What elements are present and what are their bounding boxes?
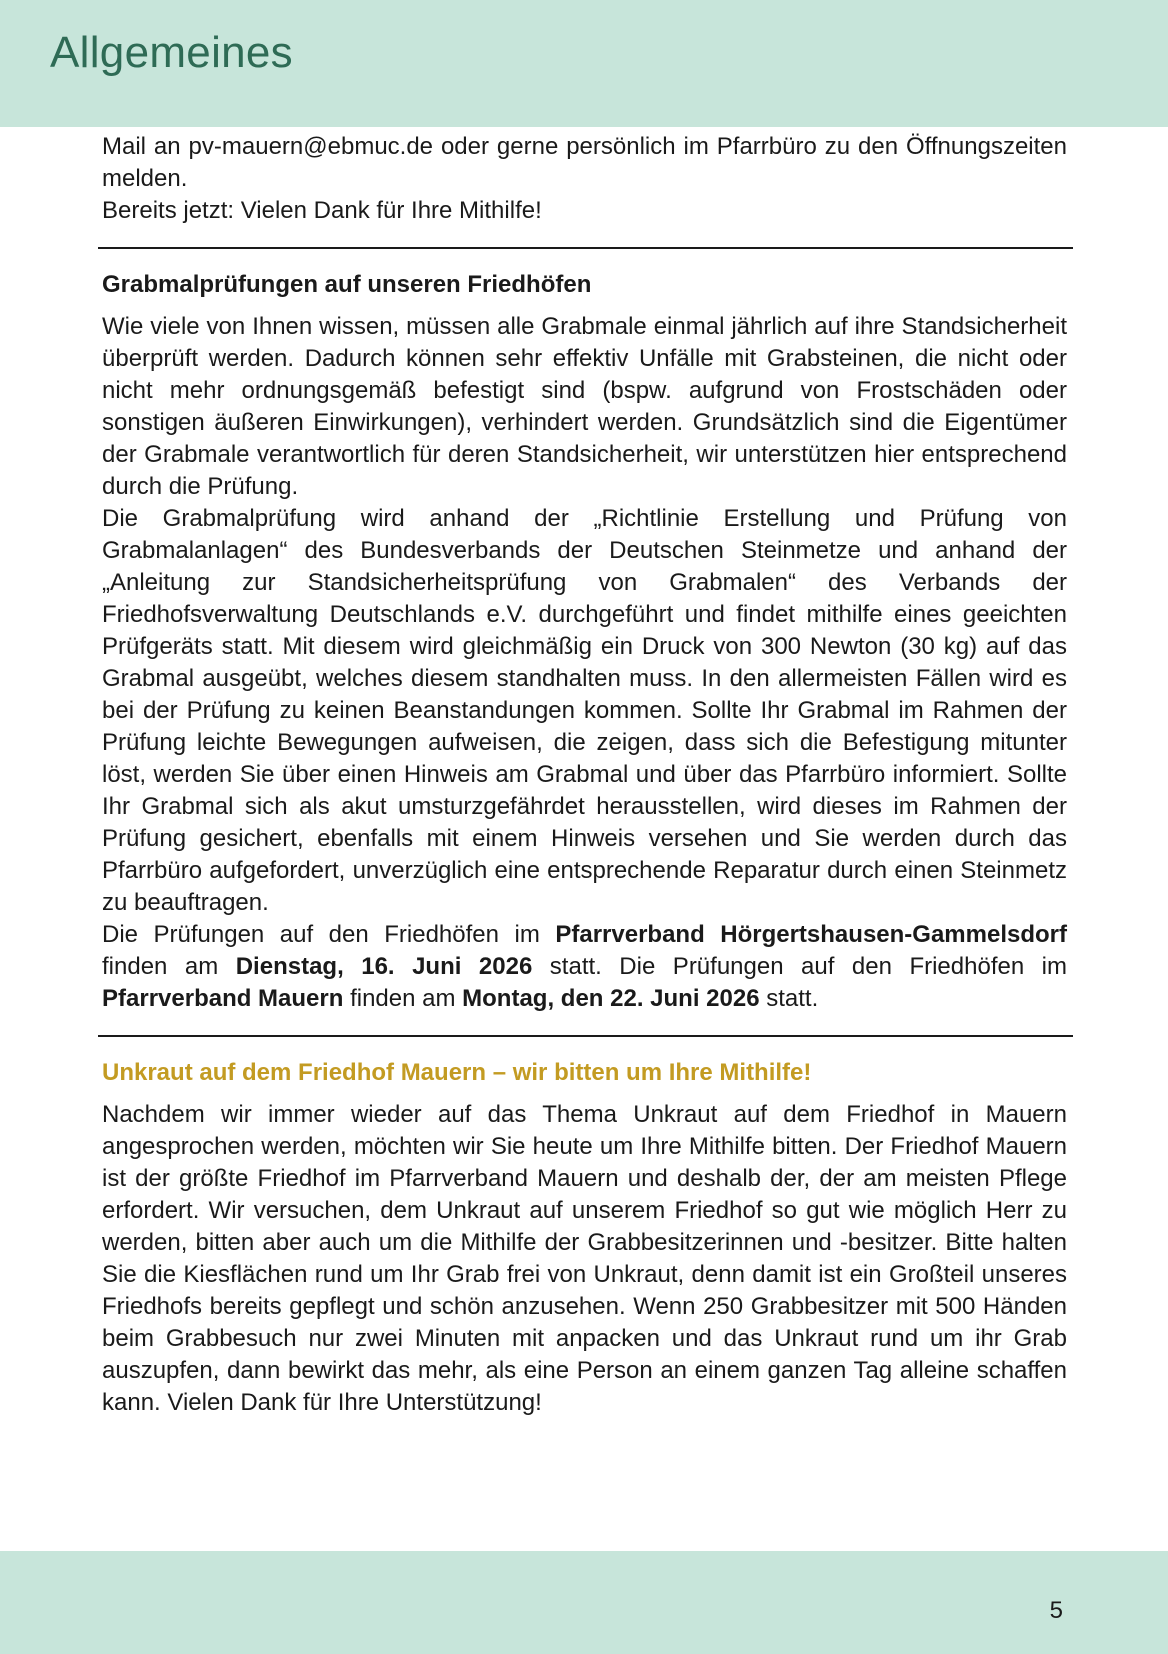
section-divider <box>98 1035 1073 1037</box>
intro-paragraph: Mail an pv-mauern@ebmuc.de oder gerne persönlich im Pfarrbüro zu den Öffnungszeiten melden. <box>102 133 1067 192</box>
grabmal-date-1: Dienstag, 16. Juni 2026 <box>235 953 533 980</box>
header-band <box>0 0 1168 127</box>
grabmal-paragraph-3 <box>102 919 1067 1015</box>
intro-thanks: Bereits jetzt: Vielen Dank für Ihre Mithilfe! <box>102 197 542 224</box>
footer-band <box>0 1551 1168 1654</box>
grabmal-bold-text: Pfarrverband Mauern <box>102 985 344 1012</box>
grabmal-heading: Grabmalprüfungen auf unseren Friedhöfen <box>102 271 592 298</box>
grabmal-paragraph-1: Wie viele von Ihnen wissen, müssen alle Grabmale einmal jährlich auf ihre Standsicherheit überprüft werden. Dadurch können sehr effektiv Unfälle mit Grabsteinen, die nicht oder nicht mehr ordnungsgemäß befestigt sind (bspw. aufgrund von Frostschäden oder sonstigen äußeren Einwirkungen), verhindert werden. Grundsätzlich sind die Eigentümer der Grabmale verantwortlich für deren Standsicherheit, wir unterstützen hier entsprechend durch die Prüfung. <box>102 313 1067 500</box>
section-divider <box>98 247 1073 249</box>
unkraut-paragraph: Nachdem wir immer wieder auf das Thema Unkraut auf dem Friedhof in Mauern angesprochen werden, möchten wir Sie heute um Ihre Mithilfe bitten. Der Friedhof Mauern ist der größte Friedhof im Pfarrverband Mauern und deshalb der, der am meisten Pflege erfordert. Wir versuchen, dem Unkraut auf unserem Friedhof so gut wie möglich Herr zu werden, bitten aber auch um die Mithilfe der Grabbesitzerinnen und -besitzer. Bitte halten Sie die Kiesflächen rund um Ihr Grab frei von Unkraut, denn damit ist ein Großteil unseres Friedhofs bereits gepflegt und schön anzusehen. Wenn 250 Grabbesitzer mit 500 Händen beim Grabbesuch nur zwei Minuten mit anpacken und das Unkraut rund um ihr Grab auszupfen, dann bewirkt das mehr, als eine Person an einem ganzen Tag alleine schaffen kann. Vielen Dank für Ihre Unterstützung! <box>102 1101 1067 1416</box>
grabmal-bold-text: Pfarrverband Hörgertshausen-Gammelsdorf <box>555 921 1067 948</box>
grabmal-text: statt. <box>759 985 819 1012</box>
grabmal-date-2: Montag, den 22. Juni 2026 <box>462 985 760 1012</box>
grabmal-text: finden am <box>343 985 463 1012</box>
page-number: 5 <box>1049 1597 1063 1624</box>
grabmal-text: statt. Die Prüfungen auf den Friedhöfen im <box>532 953 1067 980</box>
unkraut-heading: Unkraut auf dem Friedhof Mauern – wir bitten um Ihre Mithilfe! <box>102 1059 812 1086</box>
page-content <box>102 131 1067 1419</box>
section-title: Allgemeines <box>50 28 293 77</box>
grabmal-text: Die Prüfungen auf den Friedhöfen im <box>102 921 556 948</box>
grabmal-paragraph-2: Die Grabmalprüfung wird anhand der „Richtlinie Erstellung und Prüfung von Grabmalanlagen“ des Bundesverbands der Deutschen Steinmetze und anhand der „Anleitung zur Standsicherheitsprüfung von Grabmalen“ des Verbands der Friedhofsverwaltung Deutschlands e.V. durchgeführt und findet mithilfe eines geeichten Prüfgeräts statt. Mit diesem wird gleichmäßig ein Druck von 300 Newton (30 kg) auf das Grabmal ausgeübt, welches diesem standhalten muss. In den allermeisten Fällen wird es bei der Prüfung zu keinen Beanstandungen kommen. Sollte Ihr Grabmal im Rahmen der Prüfung leichte Bewegungen aufweisen, die zeigen, dass sich die Befestigung mitunter löst, werden Sie über einen Hinweis am Grabmal und über das Pfarrbüro informiert. Sollte Ihr Grabmal sich als akut umsturzgefährdet herausstellen, wird dieses im Rahmen der Prüfung gesichert, ebenfalls mit einem Hinweis versehen und Sie werden durch das Pfarrbüro aufgefordert, unverzüglich eine entsprechende Reparatur durch einen Steinmetz zu beauftragen. <box>102 505 1067 916</box>
grabmal-text: finden am <box>102 953 236 980</box>
